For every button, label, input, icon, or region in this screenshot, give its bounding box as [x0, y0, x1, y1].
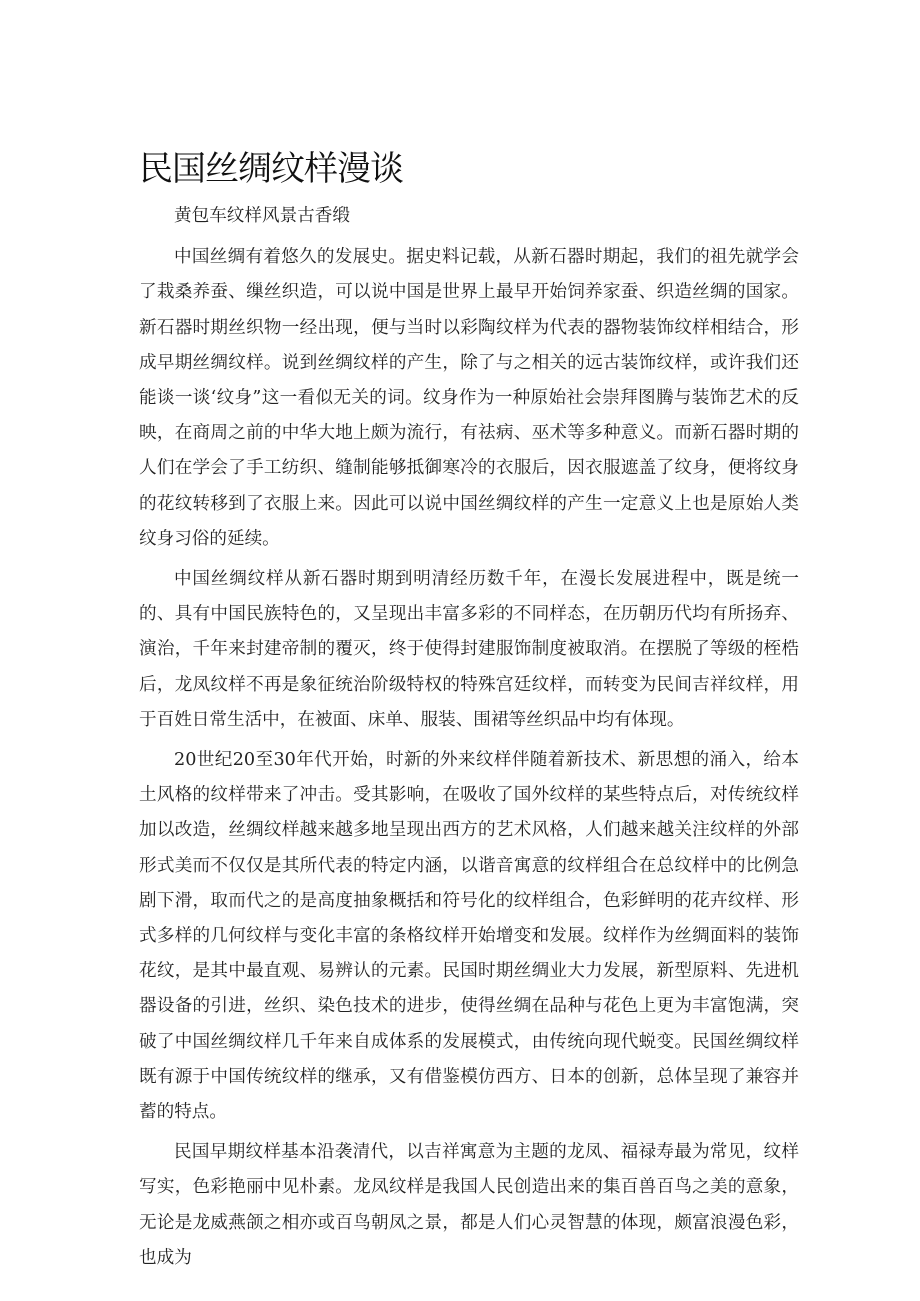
paragraph-4: 民国早期纹样基本沿袭清代，以吉祥寓意为主题的龙凤、福禄寿最为常见，纹样写实，色彩艳丽中见朴素。龙凤纹样是我国人民创造出来的集百兽百鸟之美的意象，无论是龙威燕颌之相亦或百鸟朝凤之景，都是人们心灵智慧的体现，颇富浪漫色彩，也成为	[139, 1142, 799, 1268]
image-caption-subtitle: 黄包车纹样风景古香缎	[174, 206, 350, 226]
document-title: 民国丝绸纹样漫谈	[139, 149, 403, 189]
paragraph-1: 中国丝绸有着悠久的发展史。据史料记载，从新石器时期起，我们的祖先就学会了栽桑养蚕、缫丝织造，可以说中国是世界上最早开始饲养家蚕、织造丝绸的国家。新石器时期丝织物一经出现，便与当时以彩陶纹样为代表的器物装饰纹样相结合，形成早期丝绸纹样。说到丝绸纹样的产生，除了与之相关的远古装饰纹样，或许我们还能谈一谈‘纹身”这一看似无关的词。纹身作为一种原始社会崇拜图腾与装饰艺术的反映，在商周之前的中华大地上颇为流行，有祛病、巫术等多种意义。而新石器时期的人们在学会了手工纺织、缝制能够抵御寒冷的衣服后，因衣服遮盖了纹身，便将纹身的花纹转移到了衣服上来。因此可以说中国丝绸纹样的产生一定意义上也是原始人类纹身习俗的延续。	[139, 247, 799, 549]
paragraph-3: 20世纪20至30年代开始，时新的外来纹样伴随着新技术、新思想的涌入，给本土风格的纹样带来了冲击。受其影响，在吸收了国外纹样的某些特点后，对传统纹样加以改造，丝绸纹样越来越多地呈现出西方的艺术风格，人们越来越关注纹样的外部形式美而不仅仅是其所代表的特定内涵，以谐音寓意的纹样组合在总纹样中的比例急剧下滑，取而代之的是高度抽象概括和符号化的纹样组合，色彩鲜明的花卉纹样、形式多样的几何纹样与变化丰富的条格纹样开始增变和发展。纹样作为丝绸面料的装饰花纹，是其中最直观、易辨认的元素。民国时期丝绸业大力发展，新型原料、先进机器设备的引进，丝织、染色技术的进步，使得丝绸在品种与花色上更为丰富饱满，突破了中国丝绸纹样几千年来自成体系的发展模式，由传统向现代蜕变。民国丝绸纹样既有源于中国传统纹样的继承，又有借鉴模仿西方、日本的创新，总体呈现了兼容并蓄的特点。	[139, 750, 799, 1123]
document-body	[139, 199, 799, 1276]
paragraph-2: 中国丝绸纹样从新石器时期到明清经历数千年，在漫长发展进程中，既是统一的、具有中国民族特色的，又呈现出丰富多彩的不同样态，在历朝历代均有所扬弃、演治，千年来封建帝制的覆灭，终于使得封建服饰制度被取消。在摆脱了等级的桎梏后，龙凤纹样不再是象征统治阶级特权的特殊宫廷纹样，而转变为民间吉祥纹样，用于百姓日常生活中，在被面、床单、服装、围裙等丝织品中均有体现。	[139, 569, 799, 730]
